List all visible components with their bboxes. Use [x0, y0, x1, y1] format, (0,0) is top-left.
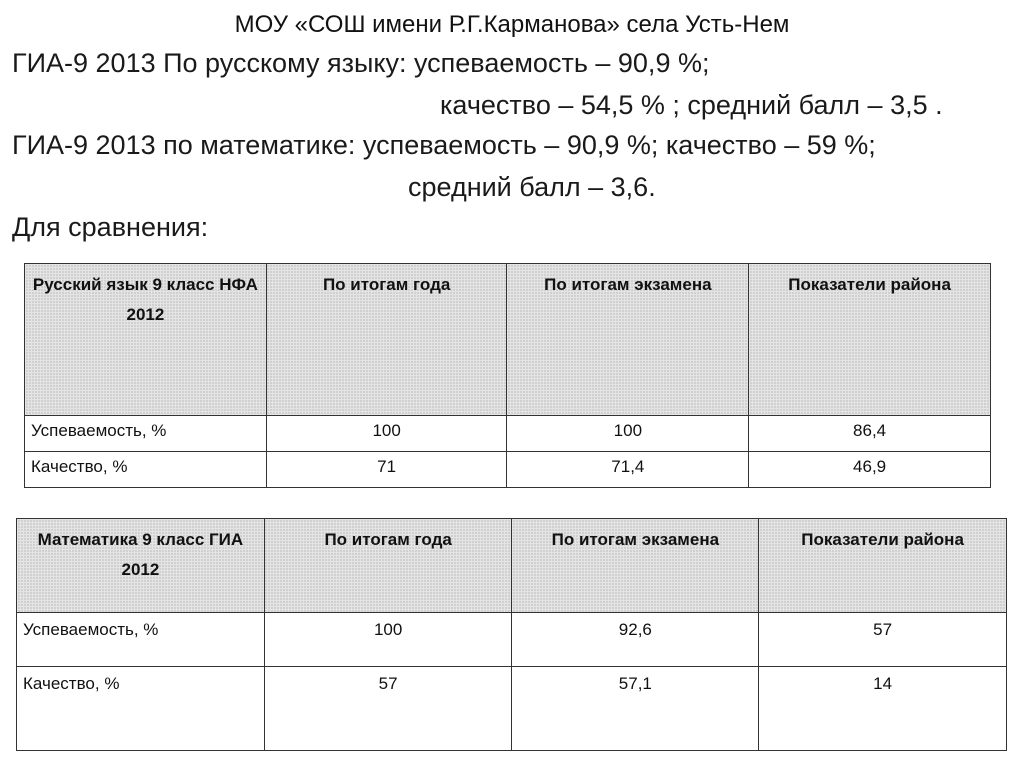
header-cell-year: По итогам года: [266, 264, 507, 416]
cell-value: 71: [266, 452, 507, 488]
row-label: Успеваемость, %: [17, 613, 265, 667]
cell-value: 57,1: [512, 667, 759, 751]
row-label: Качество, %: [17, 667, 265, 751]
table-row: [25, 452, 991, 488]
math-average-line: средний балл – 3,6.: [408, 172, 656, 202]
math-comparison-table: [16, 518, 1007, 751]
header-cell-exam: По итогам экзамена: [507, 264, 749, 416]
russian-results-line: ГИА-9 2013 По русскому языку: успеваемость – 90,9 %;: [12, 48, 710, 78]
row-label: Успеваемость, %: [25, 416, 267, 452]
header-cell-subject: Русский язык 9 класс НФА 2012: [25, 264, 267, 416]
document-title: МОУ «СОШ имени Р.Г.Карманова» села Усть-Нем: [234, 11, 790, 38]
table-row: [25, 416, 991, 452]
russian-quality-line: качество – 54,5 % ; средний балл – 3,5 .: [440, 90, 943, 120]
cell-value: 100: [266, 416, 507, 452]
cell-value: 100: [264, 613, 512, 667]
russian-comparison-table: [24, 263, 991, 488]
row-label: Качество, %: [25, 452, 267, 488]
table-header-row: [17, 519, 1007, 613]
cell-value: 100: [507, 416, 749, 452]
header-cell-year: По итогам года: [264, 519, 512, 613]
math-results-line: ГИА-9 2013 по математике: успеваемость – 90,9 %; качество – 59 %;: [12, 130, 876, 160]
header-cell-exam: По итогам экзамена: [512, 519, 759, 613]
cell-value: 46,9: [749, 452, 991, 488]
header-cell-district: Показатели района: [759, 519, 1007, 613]
header-cell-subject: Математика 9 класс ГИА 2012: [17, 519, 265, 613]
cell-value: 71,4: [507, 452, 749, 488]
table-header-row: [25, 264, 991, 416]
header-cell-district: Показатели района: [749, 264, 991, 416]
cell-value: 92,6: [512, 613, 759, 667]
comparison-heading: Для сравнения:: [12, 212, 209, 242]
cell-value: 57: [759, 613, 1007, 667]
cell-value: 57: [264, 667, 512, 751]
cell-value: 86,4: [749, 416, 991, 452]
cell-value: 14: [759, 667, 1007, 751]
table-row: [17, 667, 1007, 751]
table-row: [17, 613, 1007, 667]
